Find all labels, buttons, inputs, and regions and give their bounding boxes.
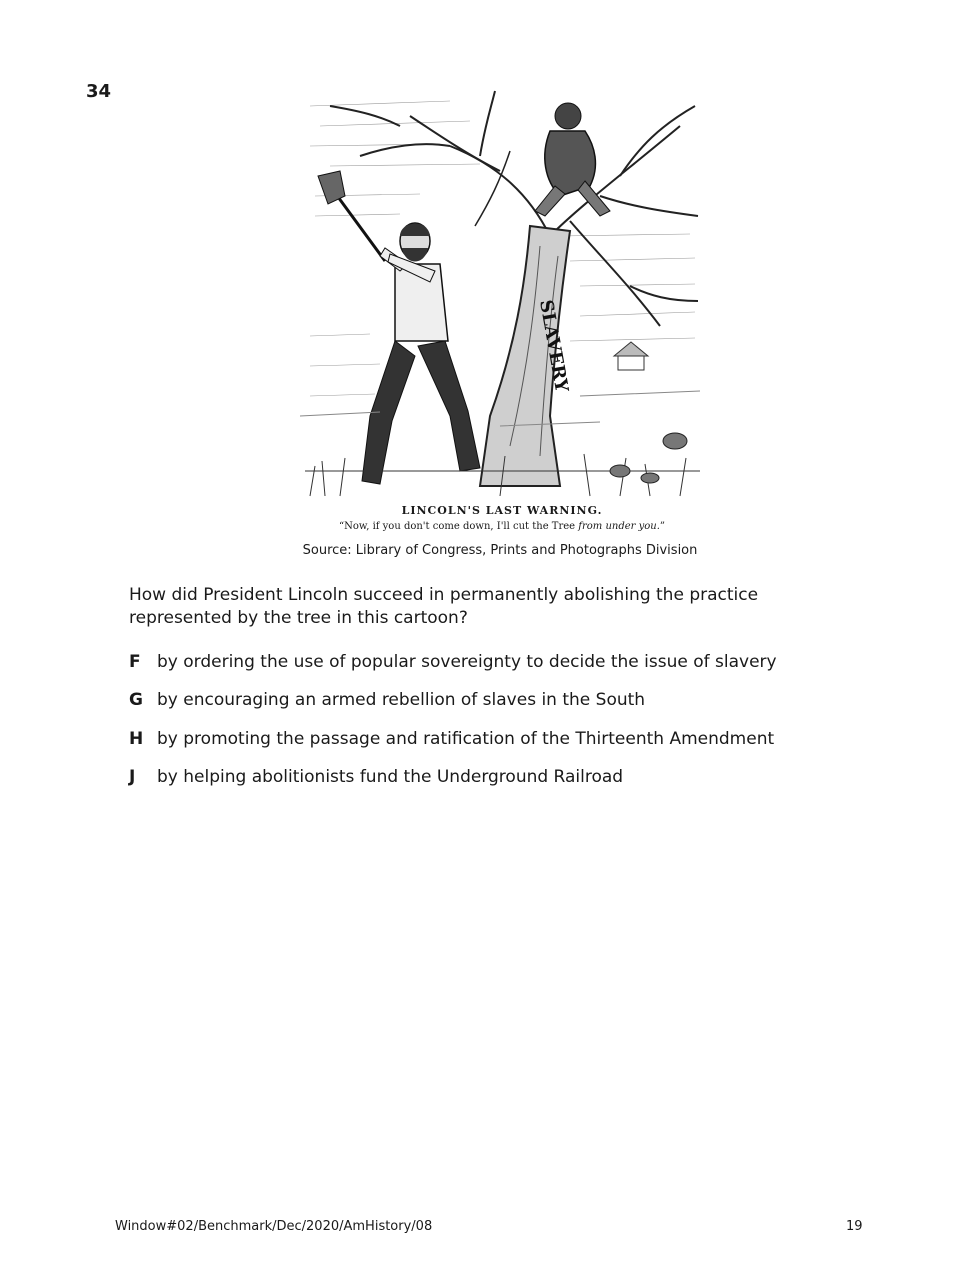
answer-choice-h[interactable] (129, 728, 774, 750)
choice-text: by promoting the passage and ratification of the Thirteenth Amendment (157, 729, 775, 749)
question-text: How did President Lincoln succeed in permanently abolishing the practice represented by the tree in this cartoon? (129, 585, 759, 628)
choice-letter: F (129, 652, 141, 672)
trunk-label: SLAVERY (535, 298, 572, 394)
cartoon-quote-part: “Now, if you don't come down, I'll cut the Tree (338, 521, 579, 532)
lincoln-figure (318, 171, 480, 484)
answer-choice-g[interactable] (129, 689, 645, 711)
choice-letter: G (129, 690, 143, 710)
footer-document-id: Window#02/Benchmark/Dec/2020/AmHistory/08 (115, 1219, 433, 1234)
rock (610, 465, 630, 477)
question-number: 34 (86, 81, 112, 102)
cartoon-quote-emphasis: from under you. (578, 521, 660, 532)
rock (641, 473, 659, 483)
snare-line (475, 151, 510, 226)
distant-house (614, 342, 648, 370)
cartoon-quote-end: ” (659, 521, 666, 532)
choice-text: by ordering the use of popular sovereignty to decide the issue of slavery (157, 652, 777, 672)
cartoon-illustration (300, 86, 704, 502)
political-cartoon (300, 86, 704, 502)
choice-text: by encouraging an armed rebellion of slaves in the South (157, 690, 646, 710)
tree-branches (330, 91, 698, 326)
answer-choice-f[interactable] (129, 651, 777, 673)
source-citation: Source: Library of Congress, Prints and Photographs Division (302, 543, 698, 558)
rock (663, 433, 687, 449)
cartoon-title: LINCOLN'S LAST WARNING. (401, 504, 603, 517)
cartoon-quote (300, 521, 704, 532)
figure-in-tree (535, 103, 610, 216)
page-number: 19 (846, 1219, 863, 1234)
answer-choice-j[interactable] (129, 766, 623, 788)
choice-letter: H (129, 729, 144, 749)
choice-letter: J (129, 767, 136, 787)
choice-text: by helping abolitionists fund the Underground Railroad (157, 767, 624, 787)
